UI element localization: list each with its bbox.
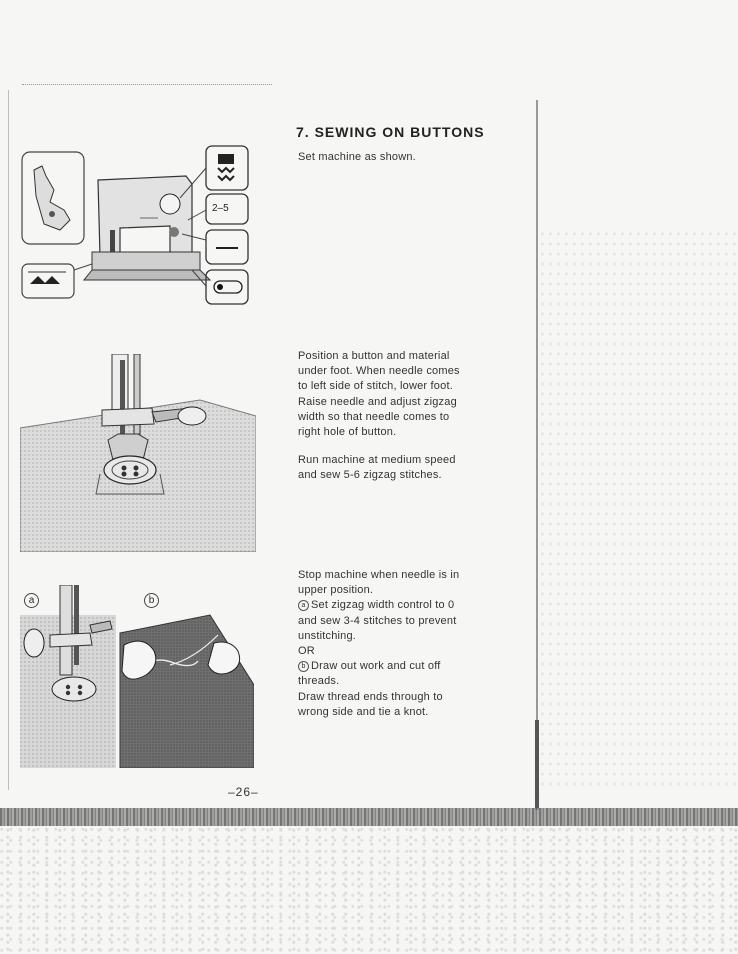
- scan-artifact-dots: [22, 84, 272, 87]
- section-title: 7. SEWING ON BUTTONS: [296, 124, 485, 140]
- button-stitching-illustration: [20, 354, 256, 552]
- instruction-finish: [298, 568, 480, 720]
- text-fragment: Set zigzag width control to 0: [311, 599, 455, 612]
- left-margin-rule: [8, 90, 9, 790]
- machine-settings-figure: [20, 140, 260, 310]
- scan-noise-bottom: [0, 826, 738, 954]
- text-line: threads.: [298, 675, 340, 688]
- text-line: unstitching.: [298, 629, 357, 642]
- finishing-illustration: [20, 585, 254, 768]
- right-hand-drawing: [208, 642, 240, 674]
- text-line: to left side of stitch, lower foot.: [298, 380, 453, 393]
- option-b-marker: b: [298, 661, 309, 672]
- stitch-width-label: 2–5: [212, 203, 229, 214]
- text-line: [298, 598, 480, 613]
- text-line: width so that needle comes to: [298, 410, 450, 423]
- presser-foot-drawing: [22, 152, 84, 244]
- text-line: wrong side and tie a knot.: [298, 705, 429, 718]
- paragraph-run: [298, 453, 480, 483]
- instruction-position: [298, 349, 480, 497]
- text-line: Set machine as shown.: [298, 151, 416, 163]
- scan-noise-right: [540, 230, 738, 790]
- text-line: and sew 3-4 stitches to prevent: [298, 614, 457, 627]
- text-line: OR: [298, 645, 315, 658]
- text-line: under foot. When needle comes: [298, 365, 460, 378]
- button-stitching-figure: [20, 354, 256, 552]
- page-edge-rule: [536, 100, 538, 800]
- figure-marker-b: b: [144, 593, 159, 608]
- page-edge-shadow: [535, 720, 539, 810]
- text-line: upper position.: [298, 584, 374, 597]
- scan-bottom-band: [0, 808, 738, 826]
- text-line: and sew 5-6 zigzag stitches.: [298, 469, 442, 482]
- sewing-machine-drawing: [84, 176, 210, 280]
- text-fragment: Draw out work and cut off: [311, 660, 441, 673]
- text-line: Raise needle and adjust zigzag: [298, 395, 457, 408]
- fabric-underside: [120, 615, 254, 768]
- option-a-marker: a: [298, 600, 309, 611]
- text-line: Run machine at medium speed: [298, 454, 456, 467]
- machine-settings-illustration: [20, 140, 260, 310]
- text-line: right hole of button.: [298, 426, 397, 439]
- text-line: Position a button and material: [298, 350, 450, 362]
- text-line: Draw thread ends through to: [298, 690, 443, 703]
- figure-marker-a: a: [24, 593, 39, 608]
- text-line: Stop machine when needle is in: [298, 569, 460, 581]
- instruction-setup: [298, 150, 480, 165]
- paragraph-position: [298, 349, 480, 440]
- text-line: [298, 659, 480, 674]
- page-number: –26–: [228, 785, 259, 799]
- finishing-figure: [20, 585, 254, 768]
